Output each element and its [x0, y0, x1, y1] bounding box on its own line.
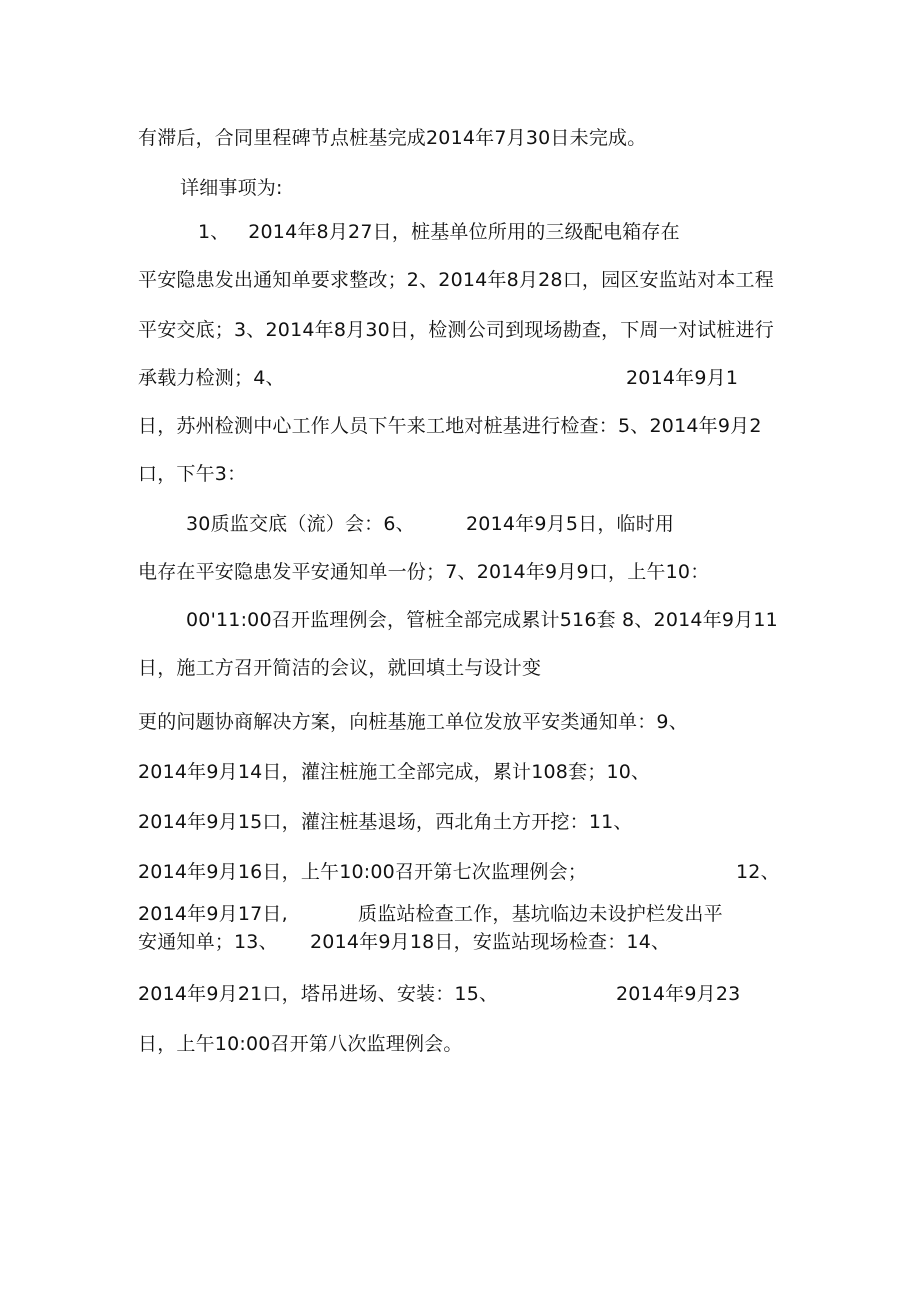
text-line-7: 日，苏州检测中心工作人员下午来工地对桩基进行检查：5、2014年9月2	[138, 415, 762, 437]
text-line-1: 有滞后，合同里程碑节点桩基完成2014年7月30日未完成。	[138, 127, 647, 149]
text-line-13: 更的问题协商解决方案，向桩基施工单位发放平安类通知单：9、	[138, 711, 688, 733]
text-line-15: 2014年9月15口，灌注桩基退场，西北角土方开挖：11、	[138, 811, 633, 833]
text-line-3: 1、 2014年8月27日，桩基单位所用的三级配电箱存在	[198, 221, 680, 243]
text-line-17a: 2014年9月17日,	[138, 903, 288, 925]
text-line-12: 日，施工方召开简洁的会议，就回填土与设计变	[138, 657, 542, 679]
text-line-11: 00'11:00召开监理例会，管桩全部完成累计516套 8、2014年9月11	[186, 609, 778, 631]
text-line-2: 详细事项为:	[180, 177, 283, 199]
text-line-6a: 承载力检测；4、	[138, 367, 285, 389]
text-line-19a: 2014年9月21口，塔吊进场、安装：15、	[138, 983, 499, 1005]
text-line-8: 口，下午3：	[138, 463, 247, 485]
text-line-16b: 12、	[736, 861, 780, 883]
text-line-4: 平安隐患发出通知单要求整改；2、2014年8月28口，园区安监站对本工程	[138, 269, 774, 291]
text-line-16a: 2014年9月16日，上午10:00召开第七次监理例会；	[138, 861, 587, 883]
text-line-10: 电存在平安隐患发平安通知单一份；7、2014年9月9口，上午10：	[138, 561, 710, 583]
text-line-9a: 30质监交底（流）会：6、	[186, 513, 415, 535]
text-line-19b: 2014年9月23	[616, 983, 741, 1005]
text-line-6b: 2014年9月1	[626, 367, 739, 389]
text-line-20: 日，上午10:00召开第八次监理例会。	[138, 1033, 463, 1055]
text-line-18a: 安通知单；13、	[138, 931, 278, 953]
text-line-9b: 2014年9月5日，临时用	[466, 513, 675, 535]
text-line-14: 2014年9月14日，灌注桩施工全部完成，累计108套；10、	[138, 761, 651, 783]
text-line-18b: 2014年9月18日，安监站现场检查：14、	[310, 931, 671, 953]
text-line-17b: 质监站检查工作，基坑临边未设护栏发出平	[358, 903, 723, 925]
text-line-5: 平安交底；3、2014年8月30日，检测公司到现场勘查，下周一对试桩进行	[138, 319, 774, 341]
